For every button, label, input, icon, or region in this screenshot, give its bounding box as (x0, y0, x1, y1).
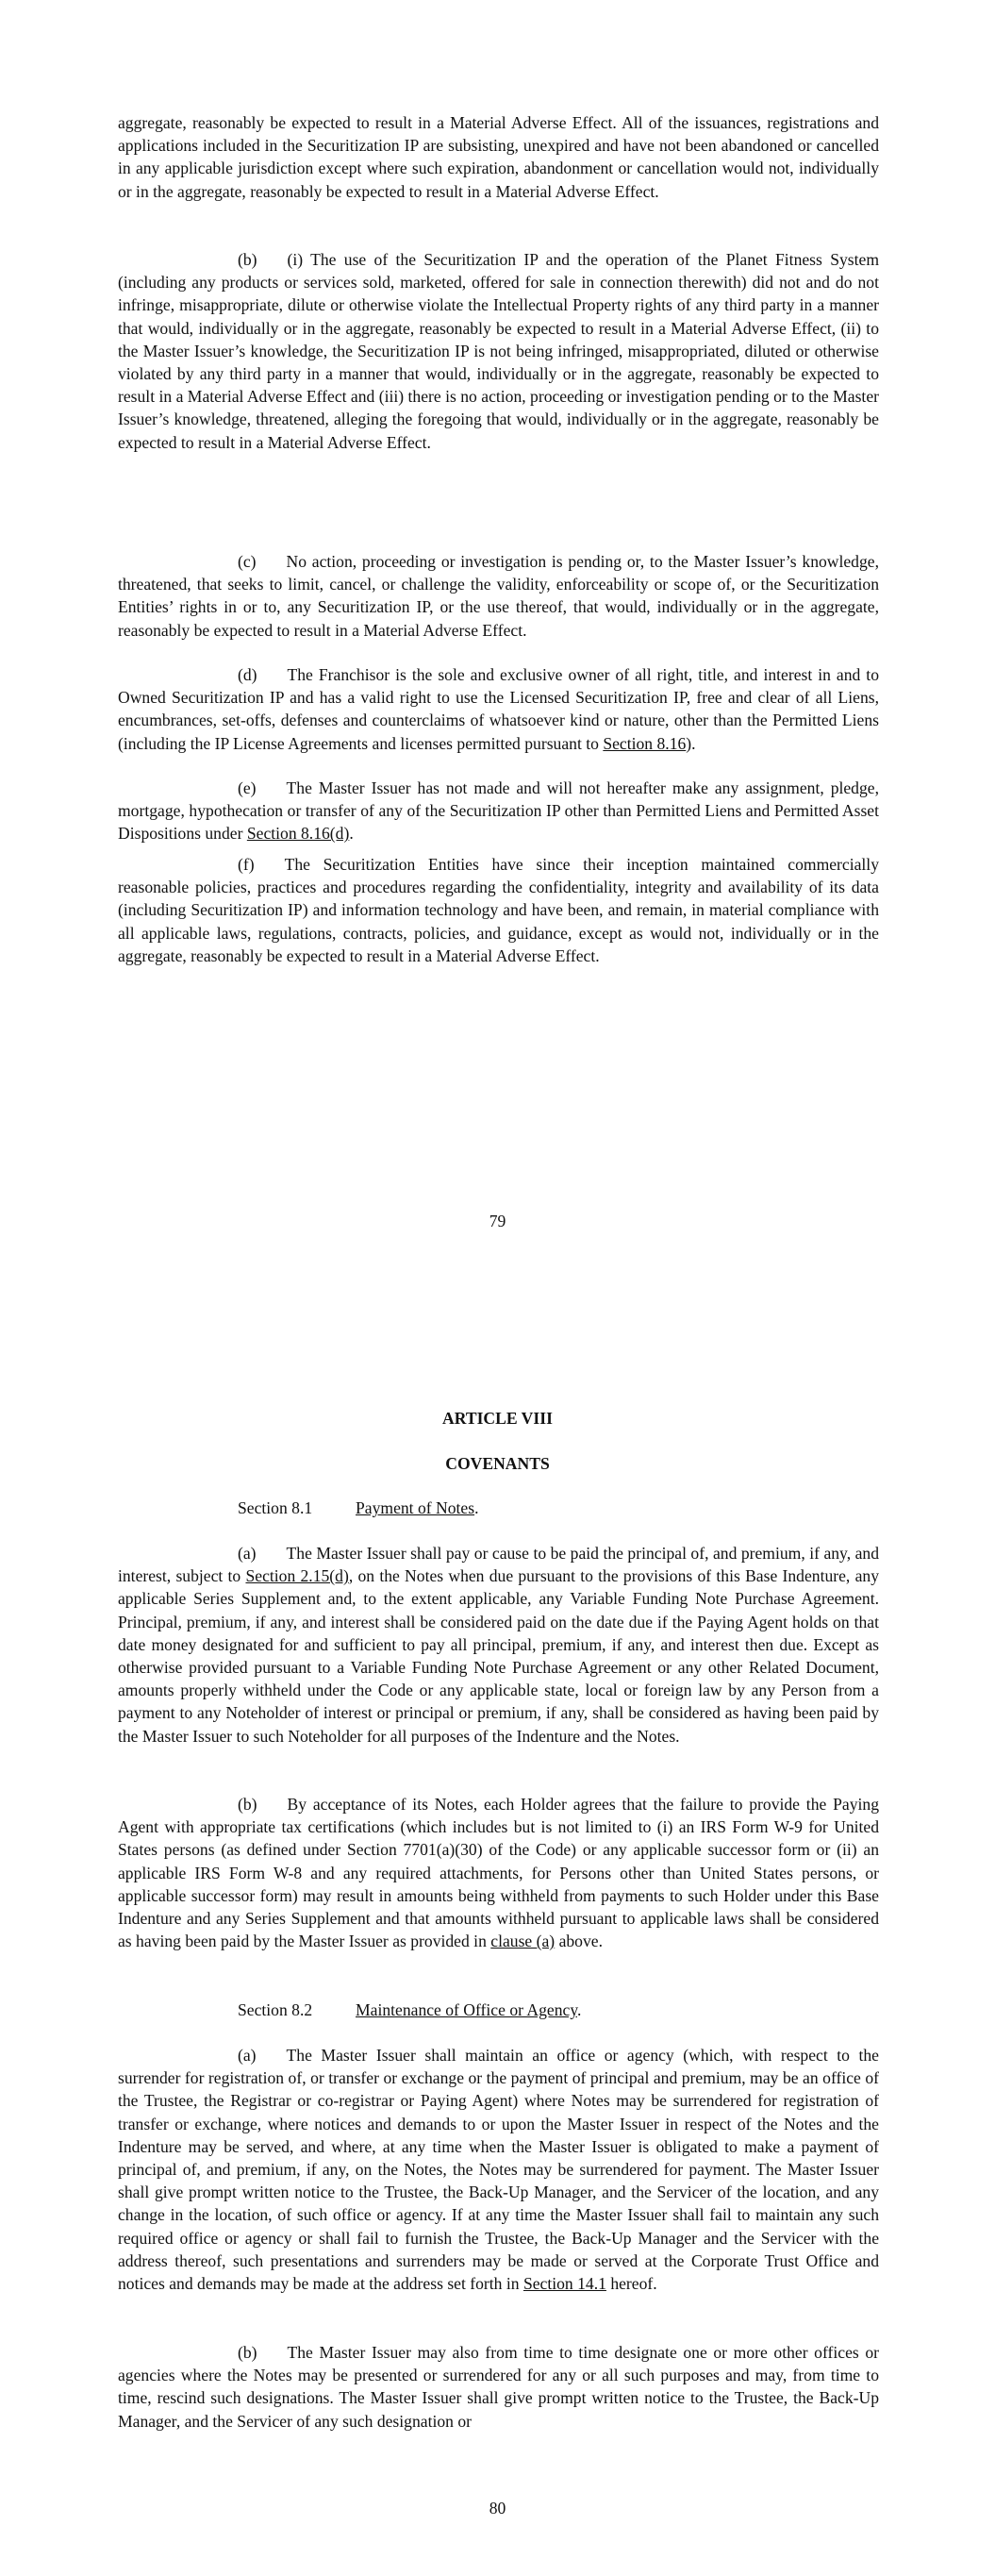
paragraph-8-1-b: (b) By acceptance of its Notes, each Holder agrees that the failure to provide the Paying Agent with appropriate tax certifications (which includes but is not limited to (i) an IRS Form W-9 for United States persons (as defined under Section 7701(a)(30) of the Code) or any applicable successor form or (ii) an applicable IRS Form W-8 and any required attachments, for Persons other than United States persons, or applicable successor form) may result in amounts being withheld from payments to such Holder under this Base Indenture and any Series Supplement and that amounts withheld pursuant to applicable laws shall be considered as having been paid by the Master Issuer as provided in clause (a) above. (118, 1795, 879, 1951)
clause-label: (a) (238, 2046, 257, 2065)
section-link[interactable]: Section 8.16 (603, 733, 687, 753)
paragraph-b: (b) (i) The use of the Securitization IP and the operation of the Planet Fitness System (including any products or services sold, marketed, offered for sale in connection therewith) did not and do not infringe, misappropriate, dilute or otherwise violate the Intellectual Property rights of any third party in a manner that would, individually or in the aggregate, reasonably be expected to result in a Material Adverse Effect, (ii) to the Master Issuer’s knowledge, the Securitization IP is not being infringed, misappropriated, diluted or otherwise violated by any third party in a manner that would, individually or in the aggregate, reasonably be expected to result in a Material Adverse Effect and (iii) there is no action, proceeding or investigation pending or to the Master Issuer’s knowledge, threatened, alleging the foregoing that would, individually or in the aggregate, reasonably be expected to result in a Material Adverse Effect. (118, 250, 879, 452)
paragraph-c: (c) No action, proceeding or investigation is pending or, to the Master Issuer’s knowledge, threatened, that seeks to limit, cancel, or challenge the validity, enforceability or scope of, or the Securitization Entities’ rights in or to, any Securitization IP, or the use thereof, that would, individually or in the aggregate, reasonably be expected to result in a Material Adverse Effect. (118, 552, 879, 640)
clause-label: (b) (238, 250, 257, 269)
section-heading-8-1: Section 8.1 Payment of Notes. (238, 1498, 479, 1517)
paragraph-8-2-b: (b) The Master Issuer may also from time to time designate one or more other offices or agencies where the Notes may be presented or surrendered for any or all such purposes and may, from time to time, rescind such designations. The Master Issuer shall give prompt written notice to the Trustee, the Back-Up Manager, and the Servicer of any such designation or (118, 2343, 879, 2431)
article-title: COVENANTS (445, 1454, 550, 1473)
page-number: 80 (489, 2499, 506, 2517)
paragraph-e: (e) The Master Issuer has not made and will not hereafter make any assignment, pledge, mortgage, hypothecation or transfer of any of the Securitization IP other than Permitted Liens and Permitted Asset Dispositions under Section 8.16(d). (118, 778, 879, 844)
clause-label: (d) (238, 665, 257, 684)
paragraph-d: (d) The Franchisor is the sole and exclusive owner of all right, title, and interest in and to Owned Securitization IP and has a valid right to use the Licensed Securitization IP, free and clear of all Liens, encumbrances, set-offs, defenses and counterclaims of whatsoever kind or nature, other than the Permitted Liens (including the IP License Agreements and licenses permitted pursuant to Section 8.16). (118, 665, 879, 753)
paragraph-8-1-a: (a) The Master Issuer shall pay or cause to be paid the principal of, and premium, if any, and interest, subject to Section 2.15(d), on the Notes when due pursuant to the provisions of this Base Indenture, any applicable Series Supplement and, to the extent applicable, any Variable Funding Note Purchase Agreement. Principal, premium, if any, and interest shall be considered paid on the date due if the Paying Agent holds on that date money designated for and sufficient to pay all principal, premium, if any, and interest then due. Except as otherwise provided pursuant to a Variable Funding Note Purchase Agreement or any other Related Document, amounts properly withheld under the Code or any applicable state, local or foreign law by any Person from a payment to any Noteholder of interest or principal or premium, if any, shall be considered as having been paid by the Master Issuer to such Noteholder for all purposes of the Indenture and the Notes. (118, 1544, 879, 1746)
section-link[interactable]: Section 8.16(d) (246, 824, 350, 844)
section-heading-8-2: Section 8.2 Maintenance of Office or Agency. (238, 2000, 582, 2019)
paragraph-f: (f) The Securitization Entities have since their inception maintained commercially reasonable policies, practices and procedures regarding the confidentiality, integrity and availability of its data (including Securitization IP) and information technology and have been, and remain, in material compliance with all applicable laws, regulations, contracts, policies, and guidance, except as would not, individually or in the aggregate, reasonably be expected to result in a Material Adverse Effect. (118, 855, 879, 965)
clause-label: (a) (238, 1544, 257, 1563)
paragraph-continued: aggregate, reasonably be expected to result in a Material Adverse Effect. All of the issuances, registrations and applications included in the Securitization IP are subsisting, unexpired and have not been abandoned or cancelled in any applicable jurisdiction except where such expiration, abandonment or cancellation would not, individually or in the aggregate, reasonably be expected to result in a Material Adverse Effect. (118, 113, 879, 201)
section-link[interactable]: Section 2.15(d) (245, 1566, 349, 1586)
article-heading: ARTICLE VIII (442, 1409, 553, 1428)
page-number: 79 (489, 1212, 506, 1230)
paragraph-8-2-a: (a) The Master Issuer shall maintain an office or agency (which, with respect to the surrender for registration of, or transfer or exchange or the payment of principal and premium, may be an office of the Trustee, the Registrar or co-registrar or Paying Agent) where Notes may be surrendered for registration of transfer or exchange, where notices and demands to or upon the Master Issuer in respect of the Notes and the Indenture may be served, and where, at any time when the Master Issuer is obligated to make a payment of principal of, and premium, if any, on the Notes, the Notes may be surrendered for payment. The Master Issuer shall give prompt written notice to the Trustee, the Back-Up Manager, and the Servicer of the location, and any change in the location, of such office or agency. If at any time the Master Issuer shall fail to maintain any such required office or agency or shall fail to furnish the Trustee, the Back-Up Manager and the Servicer with the address thereof, such presentations and surrenders may be made or served at the Corporate Trust Office and notices and demands may be made at the address set forth in Section 14.1 hereof. (118, 2046, 879, 2294)
section-title: Maintenance of Office or Agency (356, 2000, 577, 2019)
clause-label: (f) (238, 855, 255, 874)
clause-label: (e) (238, 778, 257, 797)
section-link[interactable]: Section 14.1 (522, 2274, 606, 2294)
section-title: Payment of Notes (356, 1498, 475, 1517)
clause-label: (b) (238, 1795, 257, 1814)
clause-label: (c) (238, 552, 257, 571)
clause-label: (b) (238, 2343, 257, 2362)
clause-link[interactable]: clause (a) (490, 1932, 556, 1951)
